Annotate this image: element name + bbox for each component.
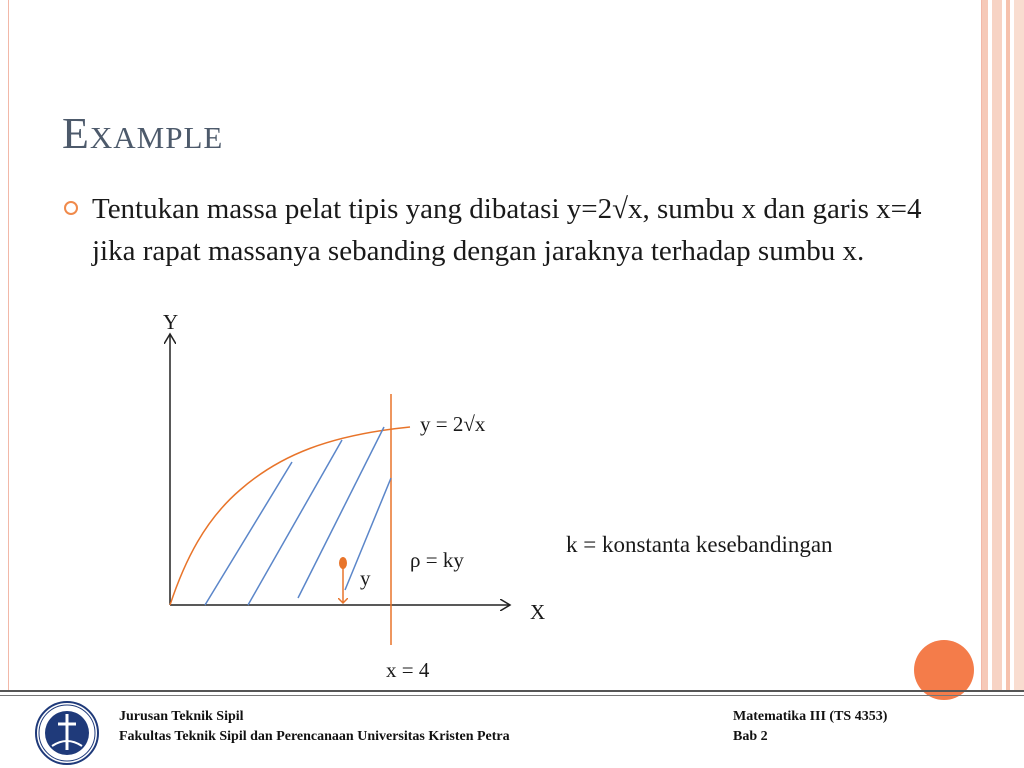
hatch-line [298,427,384,598]
bullet-text: Tentukan massa pelat tipis yang dibatasi y=2√x, sumbu x dan garis x=4 jika rapat massanya sebanding dengan jaraknya terhadap sumbu x. [92,193,922,267]
x-axis-label: X [530,600,546,624]
footer-divider-thin [0,695,1024,696]
footer-right [733,707,887,747]
footer-course: Matematika III (TS 4353) [733,709,888,724]
university-logo [34,700,100,766]
footer-left [119,707,510,747]
footer-divider [0,690,1024,692]
strip-y-label: y [360,566,371,590]
density-label: ρ = ky [410,548,464,572]
slide-title: Example [62,109,224,158]
y-axis-label: Y [163,310,179,334]
hatch-line [248,440,342,605]
line-label: x = 4 [386,658,430,682]
footer-chapter: Bab 2 [733,729,768,744]
curve-label: y = 2√x [420,412,486,436]
footer-faculty: Fakultas Teknik Sipil dan Perencanaan Universitas Kristen Petra [119,729,510,744]
constant-note: k = konstanta kesebandingan [566,532,833,557]
curve-y-2-sqrt-x [170,427,410,605]
footer-department: Jurusan Teknik Sipil [119,709,244,724]
